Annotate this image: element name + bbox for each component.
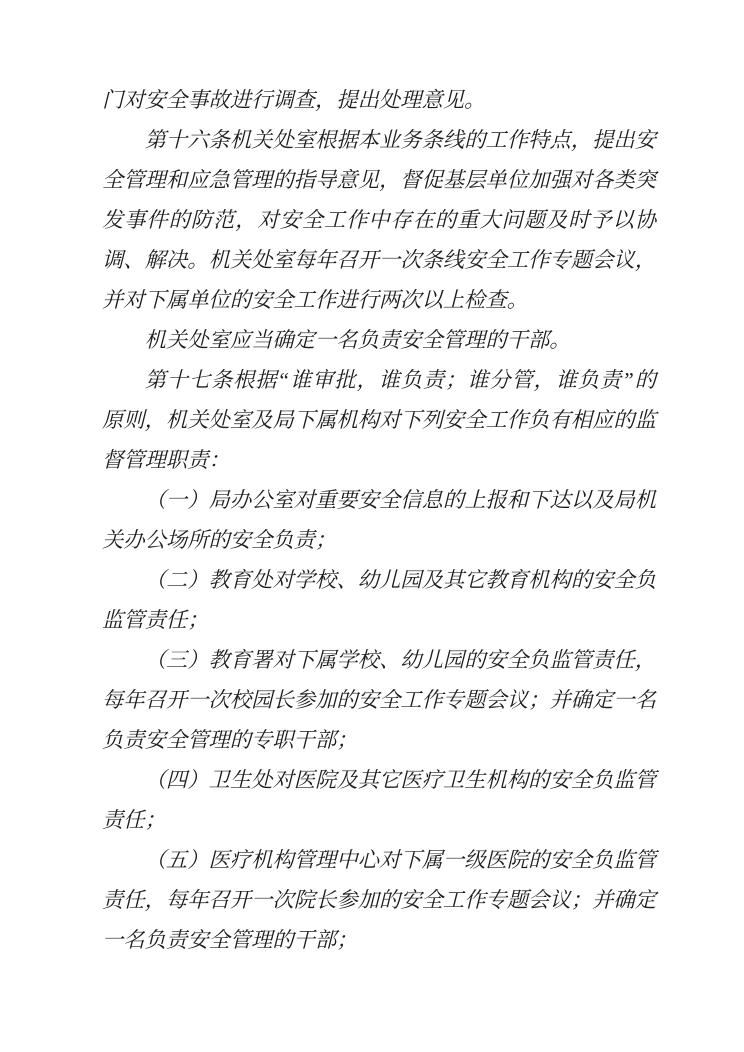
paragraph-item-2: （二）教育处对学校、幼儿园及其它教育机构的安全负监管责任； xyxy=(102,568,656,632)
paragraph-article-17: 第十七条根据“谁审批，谁负责；谁分管，谁负责”的原则，机关处室及局下属机构对下列安全工作负有相应的监督管理职责： xyxy=(102,368,656,472)
paragraph-item-5: （五）医疗机构管理中心对下属一级医院的安全负监管责任，每年召开一次院长参加的安全工作专题会议；并确定一名负责安全管理的干部； xyxy=(102,848,656,952)
paragraph-item-1: （一）局办公室对重要安全信息的上报和下达以及局机关办公场所的安全负责； xyxy=(102,488,656,552)
paragraph-cadre-note: 机关处室应当确定一名负责安全管理的干部。 xyxy=(144,328,571,352)
paragraph-item-4: （四）卫生处对医院及其它医疗卫生机构的安全负监管责任； xyxy=(102,768,656,832)
paragraph-article-16: 第十六条机关处室根据本业务条线的工作特点，提出安全管理和应急管理的指导意见，督促基层单位加强对各类突发事件的防范，对安全工作中存在的重大问题及时予以协调、解决。机关处室每年召开一次条线安全工作专题会议，并对下属单位的安全工作进行两次以上检查。 xyxy=(102,128,656,312)
paragraph-continuation: 门对安全事故进行调查，提出处理意见。 xyxy=(102,88,486,112)
paragraph-item-3: （三）教育署对下属学校、幼儿园的安全负监管责任，每年召开一次校园长参加的安全工作专题会议；并确定一名负责安全管理的专职干部； xyxy=(102,648,656,752)
